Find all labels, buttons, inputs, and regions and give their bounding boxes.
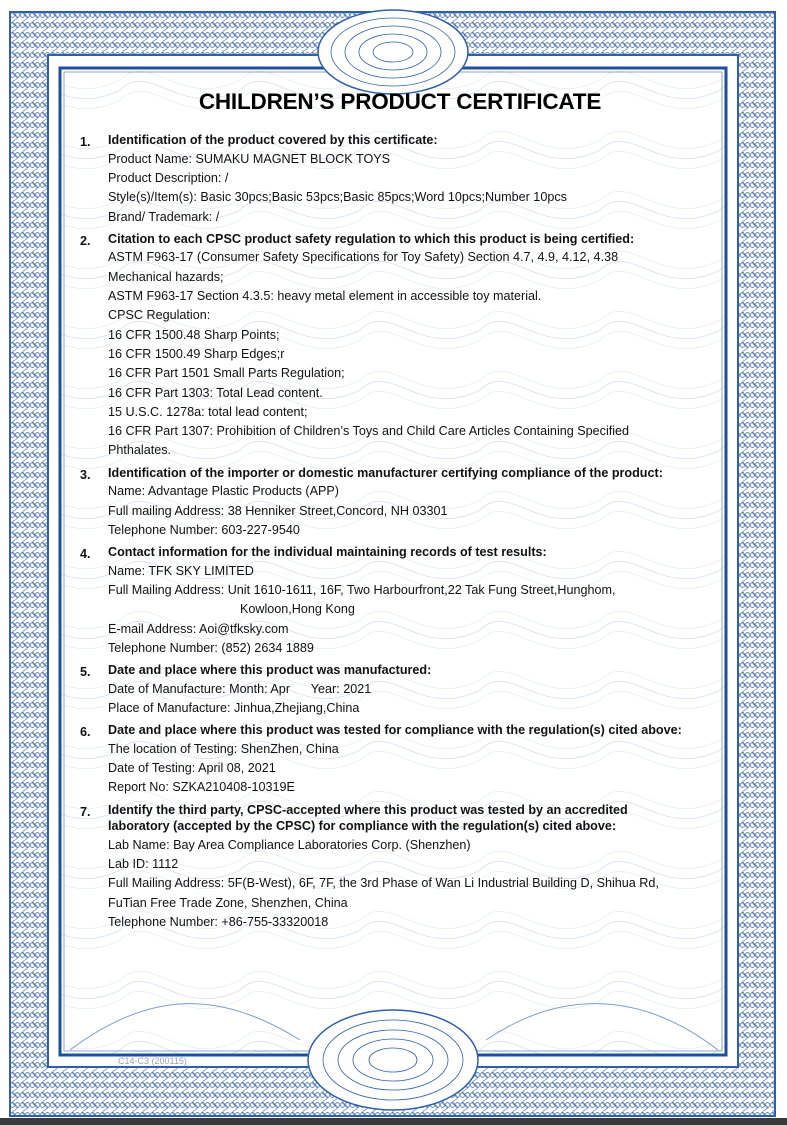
text-line: 16 CFR Part 1307: Prohibition of Children’s Toys and Child Care Articles Containing Specified [108, 424, 630, 439]
text-line: 16 CFR 1500.49 Sharp Edges;r [108, 346, 285, 361]
section-manufacture [80, 663, 720, 718]
text-line: Mechanical hazards; [108, 269, 224, 284]
text-line: Name: Advantage Plastic Products (APP) [108, 484, 339, 499]
text-line: Phthalates. [108, 443, 172, 458]
section-product-identification [80, 133, 720, 227]
text-line: 16 CFR Part 1501 Small Parts Regulation; [108, 366, 345, 381]
text-line: CPSC Regulation: [108, 308, 211, 323]
text-line: Lab ID: 1112 [108, 856, 179, 871]
text-line: Style(s)/Item(s): Basic 30pcs;Basic 53pcs;Basic 85pcs;Word 10pcs;Number 10pcs [108, 190, 567, 205]
text-line: 16 CFR Part 1303: Total Lead content. [108, 385, 323, 400]
text-line: Full Mailing Address: 5F(B-West), 6F, 7F, the 3rd Phase of Wan Li Industrial Building D, Shihua Rd, [108, 876, 659, 891]
certificate-content [80, 89, 720, 937]
text-line: Product Description: / [108, 171, 229, 186]
top-rosette [318, 10, 468, 94]
section-testing [80, 723, 720, 797]
section-heading: Citation to each CPSC product safety regulation to which this product is being certified: [108, 231, 635, 246]
section-regulation-citation [80, 232, 720, 461]
text-line: ASTM F963-17 (Consumer Safety Specifications for Toy Safety) Section 4.7, 4.9, 4.12, 4.38 [108, 250, 619, 265]
section-heading-continued: laboratory (accepted by the CPSC) for compliance with the regulation(s) cited above: [108, 819, 617, 834]
text-line: Report No: SZKA210408-10319E [108, 780, 295, 795]
section-records-contact [80, 545, 720, 658]
text-line: Date of Testing: April 08, 2021 [108, 761, 276, 776]
text-line: Product Name: SUMAKU MAGNET BLOCK TOYS [108, 151, 391, 166]
section-number: 3. [80, 467, 91, 482]
section-number: 2. [80, 233, 91, 248]
section-importer [80, 466, 720, 540]
section-number: 7. [80, 804, 91, 819]
bottom-rosette [308, 1010, 478, 1110]
text-line: 16 CFR 1500.48 Sharp Points; [108, 327, 280, 342]
text-line: Telephone Number: (852) 2634 1889 [108, 640, 314, 655]
section-number: 6. [80, 725, 91, 740]
text-line: Full mailing Address: 38 Henniker Street,Concord, NH 03301 [108, 503, 448, 518]
text-line: Full Mailing Address: Unit 1610-1611, 16F, Two Harbourfront,22 Tak Fung Street,Hunghom, [108, 582, 616, 597]
text-line: Telephone Number: 603-227-9540 [108, 522, 300, 537]
section-heading: Identification of the importer or domestic manufacturer certifying compliance of the product: [108, 465, 663, 480]
section-heading: Date and place where this product was tested for compliance with the regulation(s) cited above: [108, 723, 682, 738]
section-third-party-lab [80, 803, 720, 932]
section-heading: Identify the third party, CPSC-accepted where this product was tested by an accredited [108, 802, 628, 817]
text-line: The location of Testing: ShenZhen, China [108, 741, 339, 756]
text-line: Place of Manufacture: Jinhua,Zhejiang,China [108, 700, 360, 715]
section-number: 4. [80, 547, 91, 562]
text-line: Brand/ Trademark: / [108, 209, 220, 224]
certificate-title: CHILDREN’S PRODUCT CERTIFICATE [198, 89, 602, 114]
text-line: Lab Name: Bay Area Compliance Laboratories Corp. (Shenzhen) [108, 837, 471, 852]
text-line: ASTM F963-17 Section 4.3.5: heavy metal element in accessible toy material. [108, 289, 542, 304]
section-heading: Contact information for the individual maintaining records of test results: [108, 545, 547, 560]
text-line: 15 U.S.C. 1278a: total lead content; [108, 404, 308, 419]
section-number: 5. [80, 665, 91, 680]
text-line: Telephone Number: +86-755-33320018 [108, 914, 329, 929]
text-line: Date of Manufacture: Month: Apr Year: 2021 [108, 681, 372, 696]
form-code: C14-C3 (200115) [118, 1056, 187, 1066]
text-line: Kowloon,Hong Kong [240, 602, 355, 617]
section-heading: Identification of the product covered by this certificate: [108, 133, 438, 148]
bottom-edge-bar [0, 1118, 787, 1125]
email-line: E-mail Address: Aoi@tfksky.com [108, 621, 289, 636]
section-number: 1. [80, 135, 91, 150]
section-heading: Date and place where this product was manufactured: [108, 663, 432, 678]
text-line: FuTian Free Trade Zone, Shenzhen, China [108, 895, 348, 910]
text-line: Name: TFK SKY LIMITED [108, 563, 254, 578]
